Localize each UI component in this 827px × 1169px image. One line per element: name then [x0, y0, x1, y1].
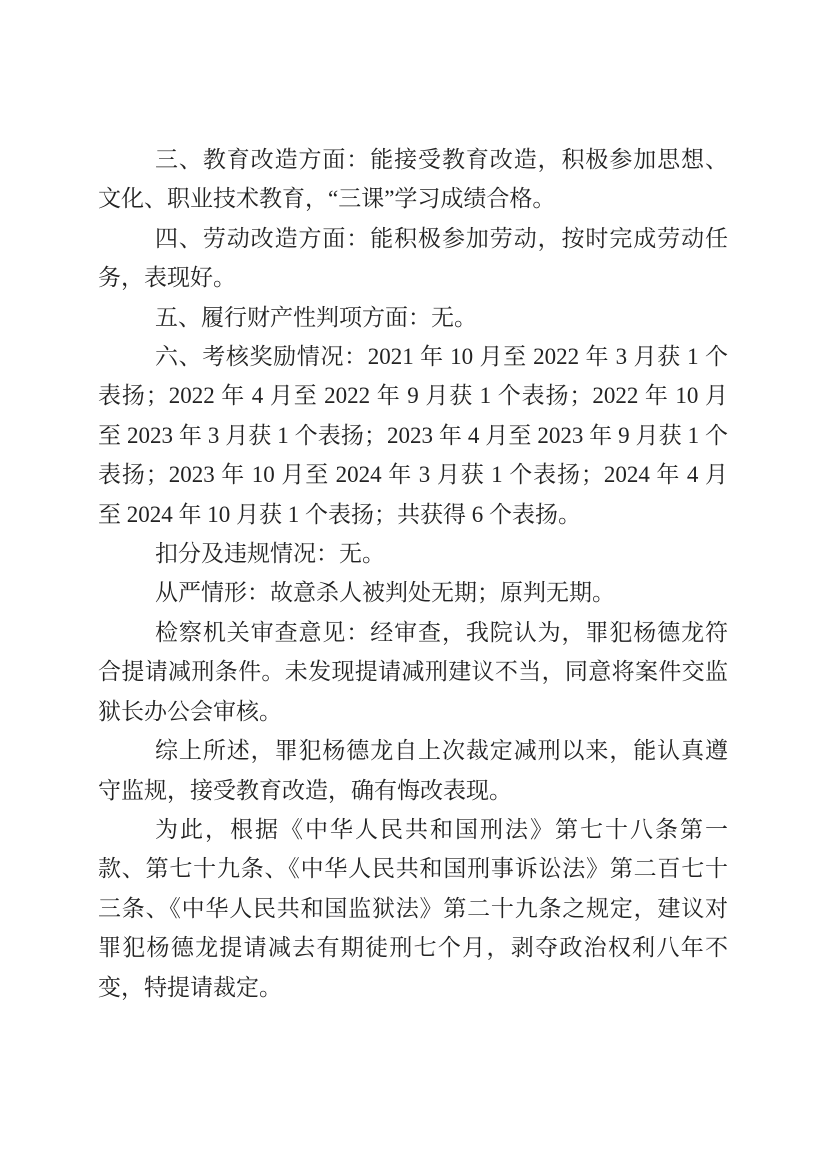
deductions-violations-paragraph: 扣分及违规情况：无。	[155, 541, 385, 567]
document-body	[98, 140, 728, 1007]
summary-paragraph: 综上所述，罪犯杨德龙自上次裁定减刑以来，能认真遵守监规，接受教育改造，确有悔改表现。	[98, 738, 728, 803]
education-reform-paragraph: 三、教育改造方面：能接受教育改造，积极参加思想、文化、职业技术教育，“三课”学习成绩合格。	[98, 147, 728, 212]
assessment-rewards-paragraph: 六、考核奖励情况：2021 年 10 月至 2022 年 3 月获 1 个表扬；2022 年 4 月至 2022 年 9 月获 1 个表扬；2022 年 10 月至 2023 年 3 月获 1 个表扬；2023 年 4 月至 2023 年 9 月获 1 个表扬；2023 年 10 月至 2024 年 3 月获 1 个表扬；2024 年 4 月至 2024 年 10 月获 1 个表扬；共获得 6 个表扬。	[98, 344, 728, 527]
procuratorate-opinion-paragraph: 检察机关审查意见：经审查，我院认为，罪犯杨德龙符合提请减刑条件。未发现提请减刑建议不当，同意将案件交监狱长办公会审核。	[98, 619, 728, 724]
property-judgment-paragraph: 五、履行财产性判项方面：无。	[155, 304, 477, 330]
legal-basis-paragraph: 为此，根据《中华人民共和国刑法》第七十八条第一款、第七十九条、《中华人民共和国刑事诉讼法》第二百七十三条、《中华人民共和国监狱法》第二十九条之规定，建议对罪犯杨德龙提请减去有期徒刑七个月，剥夺政治权利八年不变，特提请裁定。	[98, 816, 728, 1000]
labor-reform-paragraph: 四、劳动改造方面：能积极参加劳动，按时完成劳动任务，表现好。	[98, 225, 728, 291]
strict-circumstances-paragraph: 从严情形：故意杀人被判处无期；原判无期。	[155, 580, 615, 606]
